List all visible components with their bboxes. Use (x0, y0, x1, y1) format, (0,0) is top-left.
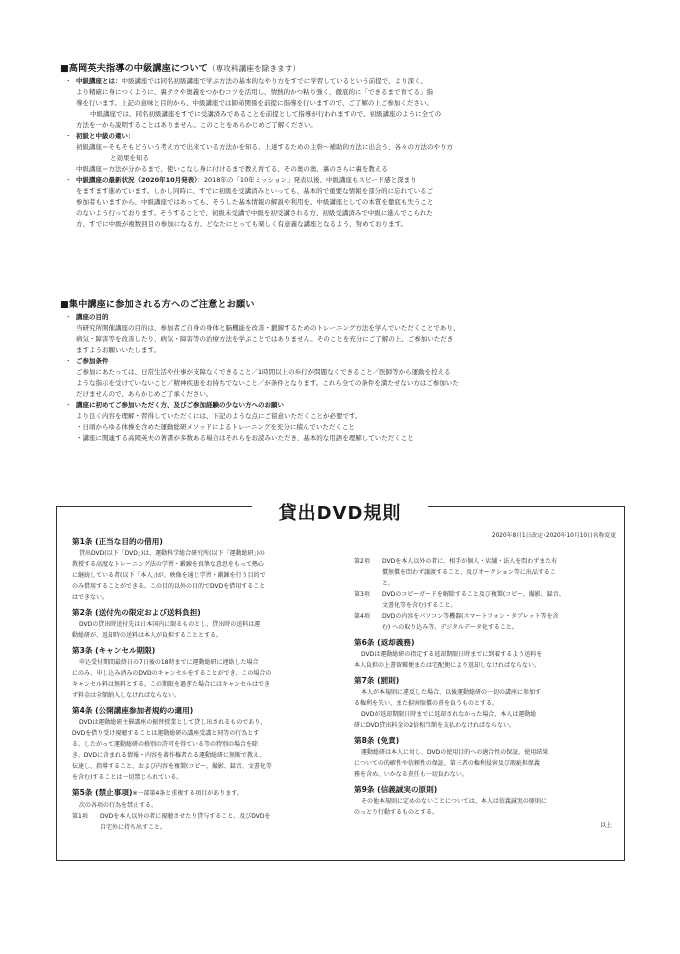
article-5-item (354, 556, 612, 589)
first-time-label: 講座に初めてご参加いただく方、及びご参加経験の少ない方へのお願い (76, 401, 284, 409)
article-2-body: DVDの貸出時送付先は日本国内に限るものとし、貸出時の送料は運 動総研が、返却時の送料は本人が負担することとする。 (72, 621, 261, 639)
about-para2-line: 中級講座では、同名初級講座をすでに受講済みであることを前提として指導が行われますので、初級講座のように全ての (90, 110, 442, 118)
purpose-line: ますようお願いいたします。 (76, 346, 160, 354)
conditions-line: ご参加にあたっては、日常生活や仕事が支障なくできること／1時間以上の歩行が問題なくできること／医師等から運動を控える (76, 368, 451, 376)
article-7-heading: 第7条 (罰則) (354, 676, 400, 685)
item-text: DVDを本人以外の者に視聴させたり貸与すること。及びDVDを 自宅外に持ち出すこと。 (100, 813, 271, 831)
diff-line: 中級講座＝方法が分かるまで、使いこなし身に付けるまで教え育てる、その奥の奥、裏のさらに裏を教える (76, 165, 388, 173)
purpose-label: 講座の目的 (76, 313, 109, 321)
conditions-line: だけませんので、あらかじめご了承ください。 (76, 390, 213, 398)
diff-label: 初級と中級の違い： (76, 132, 135, 140)
item-text: DVDの内容をパソコン等機器(スマートフォン・タブレット等を含 む) への取り込み等、デジタルデータ化すること。 (382, 613, 559, 631)
about-line: より精確に身につくように、裏テクや奥義をつかむコツを活用し、情熱的かつ粘り強く、徹底的に「できるまで育てる」指 (76, 88, 433, 96)
item-text: DVDを本人以外の者に、相手が個人・店舗・法人を問わずまた有 償無償を問わず譲渡すること、及びオークション等に出品するこ と。 (382, 558, 558, 587)
article-5-item (354, 589, 612, 611)
item-number: 第1項 (72, 813, 88, 820)
intensive-section (60, 296, 638, 444)
about-label: 中級講座とは： (76, 77, 122, 85)
latest-line: のないよう行っております。そうすることで、初級未受講で中級を初受講される方、初級受講済みで中級に進んでこられた (76, 209, 433, 217)
first-time-line: より良く内容を理解・習得していただくには、下記のような点にご留意いただくことが必要です。 (76, 412, 362, 420)
intensive-heading: ■集中講座に参加される方へのご注意とお願い (60, 299, 255, 310)
first-time-block (76, 400, 638, 444)
article-3-heading: 第3条 (キャンセル期限) (72, 646, 156, 655)
article-5-intro: 次の各項の行為を禁止する。 (79, 802, 158, 809)
intermediate-section (60, 60, 638, 230)
article-2-heading: 第2条 (送付先の限定および送料負担) (72, 608, 201, 617)
latest-line: 方、すでに中級が複数回目の参加になる方、どなたにとっても楽しく有意義な講座となるよう、努めております。 (76, 220, 408, 228)
about-para2-line: 方法を一から説明することはありません。このことをあらかじめご了解ください。 (76, 121, 317, 129)
purpose-line: 当研究所開催講座の目的は、参加者ご自身の身体と脳機能を改善・鍛錬するためのトレーニング方法を学んでいただくことであり、 (76, 324, 460, 332)
dvd-rules-left-column (72, 532, 334, 833)
first-time-line: ・講座に関連する高岡英夫の著書が多数ある場合はそれらをお読みいただき、基本的な用語を理解していただくこと (76, 434, 414, 442)
about-line: 中級講座では同名初級講座で学ぶ方法の基本的なやり方をすでに学習しているという前提で、より深く、 (121, 77, 427, 85)
conditions-line: ような指示を受けていないこと／精神疾患をお持ちでないこと／が条件となります。これら全ての条件を満たせない方はご参加いた (76, 379, 459, 387)
item-number: 第4項 (354, 613, 370, 620)
article-9-body: その他本規則に定めのないことについては、本人は信義誠実の原則に のっとり行動するものとする。 (354, 798, 547, 816)
article-5-heading: 第5条 (禁止事項)※一部第4条と重複する項目があります。 (72, 788, 243, 797)
dvd-rules-dates: 2020年8月1日改定･2020年10月10日名称変更 (491, 533, 616, 539)
article-5-heading-note: ※一部第4条と重複する項目があります。 (132, 790, 243, 797)
about-line: 導を行います。上記の意味と目的から、中級講座では師弟関係を前提に指導を行いますので、ご了解の上ご参加ください。 (76, 99, 433, 107)
intermediate-about (76, 76, 638, 131)
latest-line: ：2018年の「10年ミッション」発表以後、中級講座もスピード感と深まり (197, 176, 417, 184)
item-number: 第3項 (354, 591, 370, 598)
article-6-heading: 第6条 (返却義務) (354, 638, 415, 647)
article-6-body: DVDは運動総研の指定する返却期限日時までに到着するよう送料を 本人負担の上書留郵便または宅配便により返却しなければならない。 (354, 651, 543, 669)
purpose-block (76, 312, 638, 356)
article-9-heading: 第9条 (信義誠実の原則) (354, 785, 438, 794)
dvd-rules-right-column (354, 556, 612, 831)
diff-line: と効果を知る (110, 154, 149, 162)
intermediate-heading: ■高岡英夫指導の中級講座について（専攻科講座を除きます） (60, 63, 301, 74)
intermediate-diff (76, 131, 638, 175)
item-text: DVDのコピーガードを解除すること及び複製(コピー、撮影、録音、 文書化等を含む)すること。 (382, 591, 565, 609)
article-5-item (72, 811, 334, 833)
latest-line: をますます進めています。しかし同時に、すでに初級を受講済みといっても、基本的で重要な情報を部分的に忘れているご (76, 187, 434, 195)
article-7-body: 本人が本規則に違反した場合、以後運動総研の一切の講座に参加す る権利を失い、また損害賠償の責を負うものとする。 DVDが返却期限日時までに返却されなかった場合、本人は運動総 研にDVD貸出料金の2倍相当額を支払わなければならない。 (354, 689, 542, 729)
purpose-line: 病気・障害等を改善したり、病気・障害等の治療方法を学ぶことではありません。そのことを充分にご了解の上、ご参加いただき (76, 335, 454, 343)
article-4-heading: 第4条 (公開講座参加者規約の適用) (72, 706, 194, 715)
latest-line: 参加者もいますから、中級講座ではあっても、そうした基本情報の解説や利用を、中級講座としての本質を徹底も失うこと (76, 198, 434, 206)
article-5-item (354, 611, 612, 633)
intermediate-heading-note: （専攻科講座を除きます） (207, 64, 301, 73)
intermediate-latest (76, 175, 638, 230)
diff-line: 初級講座＝そもそもどういう考え方で出来ている方法かを知る、上達するための主幹〜補助的方法に出会う、各々の方法のやり方 (76, 143, 453, 151)
article-8-heading: 第8条 (免責) (354, 736, 400, 745)
article-4-body: DVDは運動総研主催講座の振替授業として貸し出されるものであり、 DVDを借り受け視聴することは運動総研の講座受講と同等の行為とす る。したがって運動総研の格別の許可を得ている等の特別の場合を除 き、DVDに含まれる情報・内容を著作権者たる運動総研に無断で教え、 伝達し、指導すること、および内容を複製(コピー、撮影、録音、文書化等 を含む)することは一切禁じられている。 (72, 719, 272, 781)
article-1-heading: 第1条 (正当な目的の借用) (72, 537, 163, 546)
conditions-block (76, 356, 638, 400)
article-8-body: 運動総研は本人に対し、DVDの使用目的への適合性の保証、使用結果 についての的確性や信頼性の保証、第三者の権利侵害及び瑕疵担保義 務を含め、いかなる責任も一切負わない。 (354, 749, 549, 778)
article-1-body: 貸出DVD(以下「DVD」)は、運動科学総合研究所(以下「運動総研」)の 教授する高度なトレーニング法の学習・鍛錬を真摯な意思をもって熱心 に継続している者(以下「本人」)が、映像を通じ学習・鍛錬を行う目的で のみ借用することができる。この目的以外の目的でDVDを借用すること はできない。 (72, 550, 266, 601)
first-time-line: ・日頃からゆる体操を含めた運動総研メソッドによるトレーニングを充分に積んでいただくこと (76, 423, 355, 431)
item-number: 第2項 (354, 558, 370, 565)
article-3-body: 申込受付期間最終日の7日後の18時までに運動総研に連絡した場合 にのみ、申し込み済みのDVDのキャンセルをすることができ、この場合の キャンセル料は無料とする。この期限を過ぎた場合にはキャンセルはでき ず料金は全額納入しなければならない。 (72, 659, 272, 699)
dvd-rules-title: 貸出DVD規則 (252, 499, 428, 529)
end-mark: 以上 (599, 822, 612, 829)
conditions-label: ご参加条件 (76, 357, 109, 365)
latest-label: 中級講座の最新状況（2020年10月発表） (76, 176, 198, 184)
